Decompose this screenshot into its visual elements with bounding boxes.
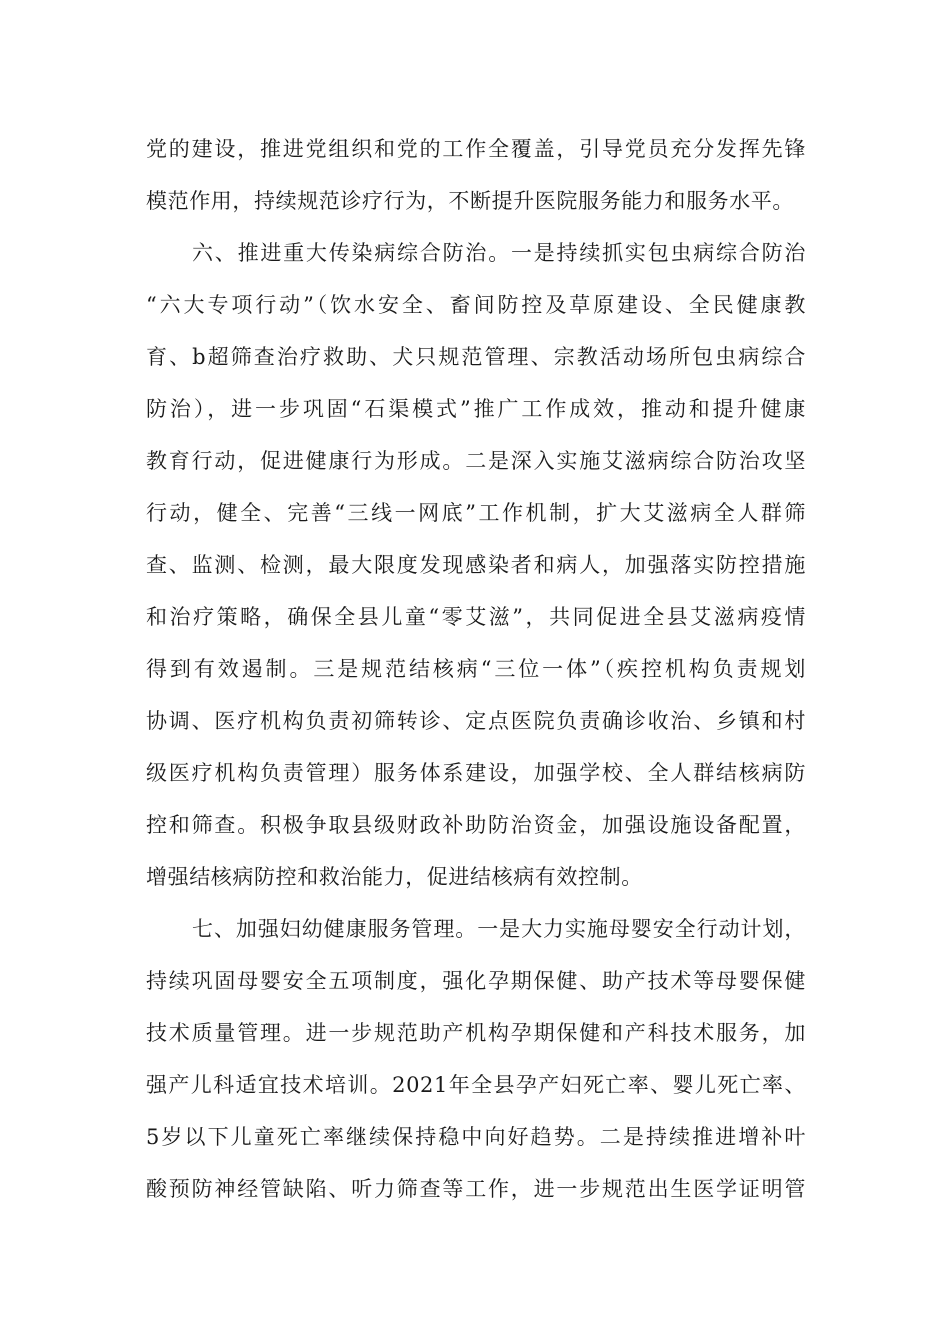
text-line: “六大专项行动”（饮水安全、畜间防控及草原建设、全民健康教 (146, 293, 806, 317)
text-line: 育、b超筛查治疗救助、犬只规范管理、宗教活动场所包虫病综合 (146, 345, 806, 369)
text-line: 控和筛查。积极争取县级财政补助防治资金，加强设施设备配置， (146, 813, 806, 837)
text-line: 模范作用，持续规范诊疗行为，不断提升医院服务能力和服务水平。 (146, 189, 794, 213)
text-line: 技术质量管理。进一步规范助产机构孕期保健和产科技术服务，加 (146, 1021, 806, 1045)
text-line: 增强结核病防控和救治能力，促进结核病有效控制。 (146, 865, 643, 889)
text-line: 级医疗机构负责管理）服务体系建设，加强学校、全人群结核病防 (146, 761, 806, 785)
paragraph-heading-line: 七、加强妇幼健康服务管理。一是大力实施母婴安全行动计划， (192, 917, 806, 941)
text-line: 教育行动，促进健康行为形成。二是深入实施艾滋病综合防治攻坚 (146, 449, 806, 473)
text-line: 防治），进一步巩固“石渠模式”推广工作成效，推动和提升健康 (146, 397, 806, 421)
text-line: 得到有效遏制。三是规范结核病“三位一体”（疾控机构负责规划 (146, 657, 806, 681)
text-line: 酸预防神经管缺陷、听力筛查等工作，进一步规范出生医学证明管 (146, 1177, 806, 1201)
text-line: 查、监测、检测，最大限度发现感染者和病人，加强落实防控措施 (146, 553, 806, 577)
text-line: 行动，健全、完善“三线一网底”工作机制，扩大艾滋病全人群筛 (146, 501, 806, 525)
text-line: 强产儿科适宜技术培训。2021年全县孕产妇死亡率、婴儿死亡率、 (146, 1073, 806, 1097)
text-line: 5岁以下儿童死亡率继续保持稳中向好趋势。二是持续推进增补叶 (146, 1125, 806, 1149)
text-line: 和治疗策略，确保全县儿童“零艾滋”，共同促进全县艾滋病疫情 (146, 605, 806, 629)
text-line: 持续巩固母婴安全五项制度，强化孕期保健、助产技术等母婴保健 (146, 969, 806, 993)
text-line: 党的建设，推进党组织和党的工作全覆盖，引导党员充分发挥先锋 (146, 137, 806, 161)
paragraph-heading-line: 六、推进重大传染病综合防治。一是持续抓实包虫病综合防治 (192, 241, 806, 265)
text-line: 协调、医疗机构负责初筛转诊、定点医院负责确诊收治、乡镇和村 (146, 709, 806, 733)
